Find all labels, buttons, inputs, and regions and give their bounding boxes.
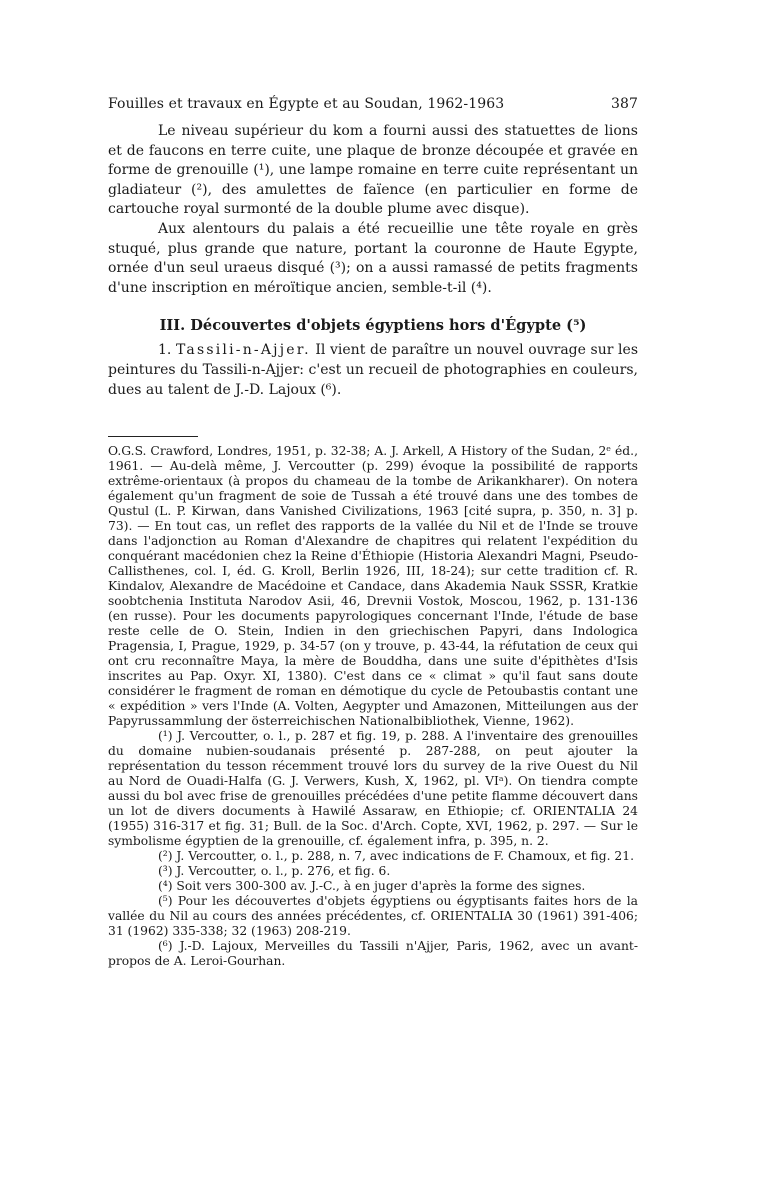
paragraph: Aux alentours du palais a été recueillie une tête royale en grès stuqué, plus grande que nature, portant la couronne de Haute Egypte, ornée d'un seul uraeus disqué (³); on a aussi ramassé de petits fragments d'une inscription en méroïtique ancien, semble-t-il (⁴). xyxy=(108,220,638,296)
item-heading: Tassili-n-Ajjer. xyxy=(175,342,311,359)
page xyxy=(108,96,638,969)
footnote-3: (³) J. Vercoutter, o. l., p. 276, et fig. 6. xyxy=(158,864,391,879)
footnote-4: (⁴) Soit vers 300-300 av. J.-C., à en juger d'après la forme des signes. xyxy=(158,879,586,894)
paragraph: Le niveau supérieur du kom a fourni aussi des statuettes de lions et de faucons en terre cuite, une plaque de bronze découpée et gravée en forme de grenouille (¹), une lampe romaine en terre cuite représentant un gladiateur (²), des amulettes de faïence (en particulier en forme de cartouche royal surmonté de la double plume avec disque). xyxy=(108,123,638,218)
footnote-separator xyxy=(108,436,198,437)
running-header xyxy=(108,96,638,112)
page-number: 387 xyxy=(610,96,638,112)
item-number: 1. xyxy=(158,342,172,359)
footnote-6: (⁶) J.-D. Lajoux, Merveilles du Tassili n'Ajjer, Paris, 1962, avec un avant-propos de A. Leroi-Gourhan. xyxy=(108,939,638,969)
running-title: Fouilles et travaux en Égypte et au Soudan, 1962-1963 xyxy=(108,96,505,112)
item-text: Il vient de paraître un nouvel ouvrage sur les peintures du Tassili-n-Ajjer: c'est un recueil de photographies en couleurs, dues au talent de J.-D. Lajoux (⁶). xyxy=(108,342,638,398)
main-text xyxy=(108,122,638,400)
footnote-continuation: O.G.S. Crawford, Londres, 1951, p. 32-38; A. J. Arkell, A History of the Sudan, 2ᵉ éd., 1961. — Au-delà même, J. Vercoutter (p. 299) évoque la possibilité de rapports extrême-orientaux (à propos du chameau de la tombe de Arikankharer). On notera également qu'un fragment de soie de Tussah a été trouvé dans une des tombes de Qustul (L. P. Kirwan, dans Vanished Civilizations, 1963 [cité supra, p. 350, n. 3] p. 73). — En tout cas, un reflet des rapports de la vallée du Nil et de l'Inde se trouve dans l'adjonction au Roman d'Alexandre de chapitres qui relatent l'expédition du conquérant macédonien chez la Reine d'Éthiopie (Historia Alexandri Magni, Pseudo-Callisthenes, col. I, éd. G. Kroll, Berlin 1926, III, 18-24); sur cette tradition cf. R. Kindalov, Alexandre de Macédoine et Candace, dans Akademia Nauk SSSR, Kratkie soobtchenia Instituta Narodov Asii, 46, Drevnii Vostok, Moscou, 1962, p. 131-136 (en russe). Pour les documents papyrologiques concernant l'Inde, l'étude de base reste celle de O. Stein, Indien in den griechischen Papyri, dans Indologica Pragensia, I, Prague, 1929, p. 34-57 (on y trouve, p. 43-44, la réfutation de ceux qui ont cru reconnaître Maya, la mère de Bouddha, dans une suite d'épithètes d'Isis inscrites au Pap. Oxyr. XI, 1380). C'est dans ce « climat » qu'il faut sans doute considérer le fragment de roman en démotique du cycle de Petoubastis contant une « expédition » vers l'Inde (A. Volten, Aegypter und Amazonen, Mitteilungen aus der Papyrussammlung der österreichischen Nationalbibliothek, Vienne, 1962). xyxy=(108,444,638,729)
paragraph xyxy=(108,341,638,400)
section-heading: III. Découvertes d'objets égyptiens hors d'Égypte (⁵) xyxy=(159,317,587,335)
footnote-2: (²) J. Vercoutter, o. l., p. 288, n. 7, avec indications de F. Chamoux, et fig. 21. xyxy=(158,849,634,864)
footnotes xyxy=(108,444,638,969)
footnote-5: (⁵) Pour les découvertes d'objets égyptiens ou égyptisants faites hors de la vallée du Nil au cours des années précédentes, cf. ORIENTALIA 30 (1961) 391-406; 31 (1962) 335-338; 32 (1963) 208-219. xyxy=(108,894,638,939)
footnote-1: (¹) J. Vercoutter, o. l., p. 287 et fig. 19, p. 288. A l'inventaire des grenouilles du domaine nubien-soudanais présenté p. 287-288, on peut ajouter la représentation du tesson récemment trouvé lors du survey de la rive Ouest du Nil au Nord de Ouadi-Halfa (G. J. Verwers, Kush, X, 1962, pl. VIᵃ). On tiendra compte aussi du bol avec frise de grenouilles précédées d'une petite flamme découvert dans un lot de divers documents à Hawilé Assaraw, en Ethiopie; cf. ORIENTALIA 24 (1955) 316-317 et fig. 31; Bull. de la Soc. d'Arch. Copte, XVI, 1962, p. 297. — Sur le symbolisme égyptien de la grenouille, cf. également infra, p. 395, n. 2. xyxy=(108,729,638,849)
